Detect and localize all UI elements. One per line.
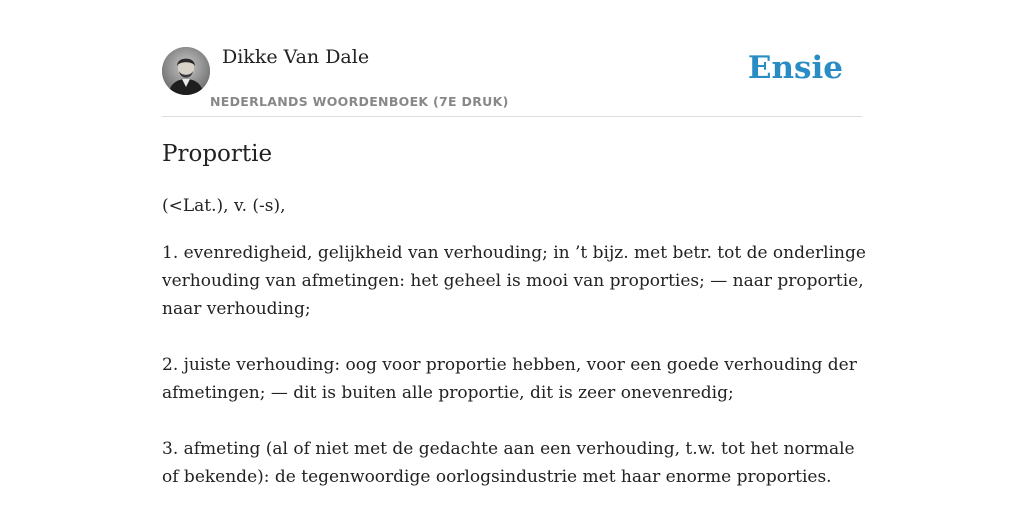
entry-sense-1: 1. evenredigheid, gelijkheid van verhouding; in ’t bijz. met betr. tot de onderlinge verhouding van afmetingen: het geheel is mooi van proporties; — naar proportie, naar verhouding; xyxy=(162,243,866,319)
brand-logo[interactable]: Ensie xyxy=(747,50,843,86)
dictionary-subtitle: NEDERLANDS WOORDENBOEK (7E DRUK) xyxy=(210,94,509,109)
entry-content xyxy=(162,138,867,491)
entry-sense-2: 2. juiste verhouding: oog voor proportie hebben, voor een goede verhouding der afmetingen; — dit is buiten alle proportie, dit is zeer onevenredig; xyxy=(162,355,857,403)
author-name[interactable]: Dikke Van Dale xyxy=(222,46,370,68)
header xyxy=(162,44,862,117)
portrait-image xyxy=(162,47,210,95)
avatar[interactable] xyxy=(162,47,210,95)
entry-etymology: (<Lat.), v. (-s), xyxy=(162,196,286,216)
entry-headword: Proportie xyxy=(162,141,273,167)
entry-sense-3: 3. afmeting (al of niet met de gedachte aan een verhouding, t.w. tot het normale of bekende): de tegenwoordige oorlogsindustrie met haar enorme proporties. xyxy=(162,439,855,487)
